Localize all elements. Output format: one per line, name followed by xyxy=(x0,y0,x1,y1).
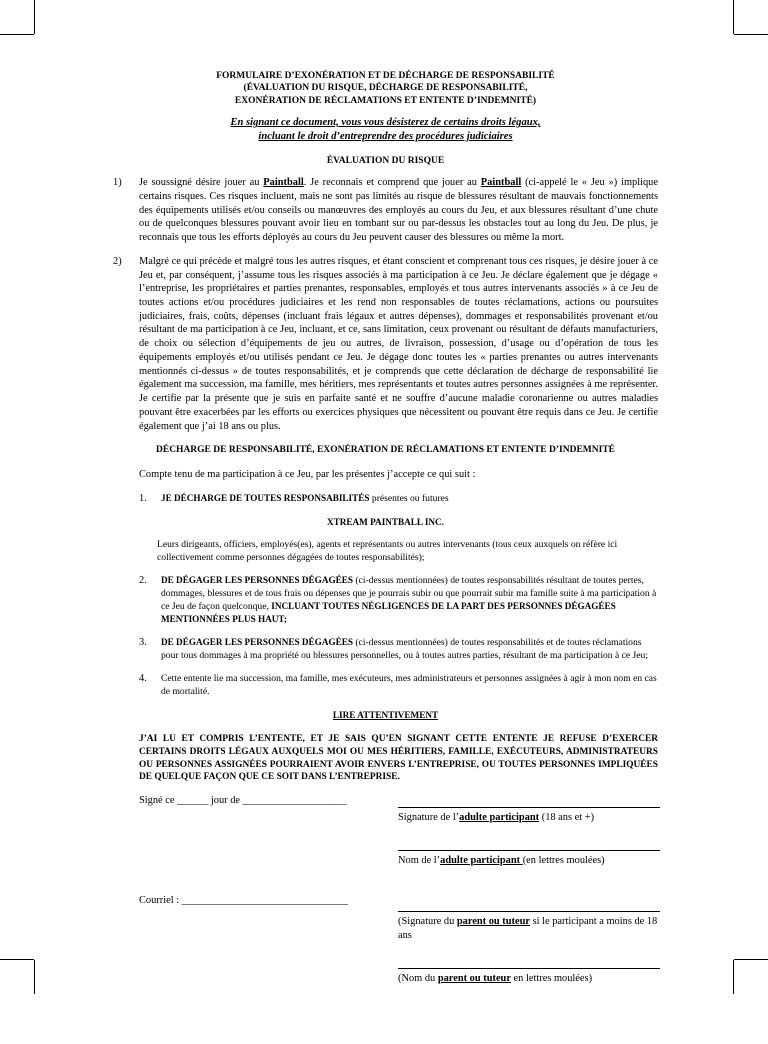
paintball-keyword: Paintball xyxy=(480,177,522,189)
signature-line xyxy=(398,911,660,912)
title-line: FORMULAIRE D’EXONÉRATION ET DE DÉCHARGE DE RESPONSABILITÉ xyxy=(216,71,555,81)
release-item-1 xyxy=(113,492,658,505)
crop-mark xyxy=(34,0,35,34)
section-heading-risk: ÉVALUATION DU RISQUE xyxy=(326,155,445,166)
released-parties-text: Leurs dirigeants, officiers, employés(es), agents et représentants ou autres intervenants (tous ceux auxquels on réfère ici collectivement comme personnes dégagées de toutes responsabilités); xyxy=(157,538,618,563)
field-label: en lettres moulées) xyxy=(510,972,593,984)
item-text: Cette entente lie ma succession, ma famille, mes exécuteurs, mes administrateurs et personnes assignées à agir à mon nom en cas de mortalité. xyxy=(161,673,657,698)
item-number: 1. xyxy=(139,492,147,504)
section-heading-release: DÉCHARGE DE RESPONSABILITÉ, EXONÉRATION DE RÉCLAMATIONS ET ENTENTE D’INDEMNITÉ xyxy=(156,445,615,456)
release-item-4 xyxy=(113,672,658,698)
crop-mark xyxy=(734,959,768,960)
item-text: présentes ou futures xyxy=(369,492,449,504)
field-label-emphasis: adulte participant xyxy=(440,854,523,866)
company-name: XTREAM PAINTBALL INC. xyxy=(327,516,444,527)
adult-signature-field[interactable] xyxy=(398,807,660,825)
paragraph-text: Je soussigné désire jouer au xyxy=(139,177,264,189)
item-number: 4. xyxy=(139,673,147,685)
field-label-emphasis: parent ou tuteur xyxy=(437,972,511,984)
item-number: 3. xyxy=(139,637,147,649)
field-label: (Signature du xyxy=(398,915,457,927)
item-text: (ci-dessus mentionnées) de toutes responsabilités résultant de toutes pertes, dommages, blessures et de tous frais ou dépenses que je pourrais subir ou que pourrait subir ma famille suite à ma participation à ce Jeu de façon quelconque, xyxy=(161,574,657,612)
field-label: (Nom du xyxy=(398,972,438,984)
item-bold-text: DE DÉGAGER LES PERSONNES DÉGAGÉES xyxy=(161,574,353,585)
paragraph-text: Malgré ce qui précède et malgré tous les autres risques, et étant conscient et comprenant tous ces risques, je désire jouer à ce Jeu et, par conséquent, j’assume tous les risques associés à ma participation à ce Jeu. Je déclare également que je dégage « l’entreprise, les propriétaires et parties prenantes, responsables, employés et tous autres intervenants associés » à ce Jeu de toutes actions et/ou procédures judiciaires et les rend non responsables de toutes réclamations, actions ou poursuites judiciaires, frais, coûts, dépenses (incluant frais légaux et autres dépenses), dommages et responsabilités provenant et/ou résultant de ma participation à ce Jeu, incluant, et ce, sans limitation, ceux provenant ou résultant de défauts manufacturiers, de choix ou sélection d’équipements de jeu ou autres, de livraison, possession, d’usage ou d’opération de tous les équipements employés et/ou utilisés pendant ce Jeu. Je dégage donc toutes les « parties prenantes ou autres intervenants mentionnés ci-dessus » de toutes responsabilités, et je comprends que cette déclaration de décharge de responsabilité lie également ma succession, ma famille, mes héritiers, mes représentants et toutes autres personnes assignées à me représenter. Je certifie par la présente que je suis en parfaite santé et ne souffre d’aucune maladie coronarienne ou autres maladies pouvant être exacerbées par les efforts ou exercices physiques que nécessitent ou pouvant être requis dans ce Jeu. Je certifie également que j’ai 18 ans ou plus. xyxy=(139,255,658,432)
acknowledgement-text: J’AI LU ET COMPRIS L’ENTENTE, ET JE SAIS QU’EN SIGNANT CETTE ENTENTE JE REFUSE D’EXERCER CERTAINS DROITS LÉGAUX AUXQUELS MOI OU MES HÉRITIERS, FAMILLE, EXÉCUTEURS, ADMINISTRATEURS OU PERSONNES ASSIGNÉES POURRAIENT AVOIR ENVERS L’ENTREPRISE, OU TOUTES PERSONNES IMPLIQUÉES DE QUELQUE FAÇON QUE CE SOIT DANS L’ENTREPRISE. xyxy=(139,734,658,783)
email-field[interactable]: Courriel : ________________________________ xyxy=(139,894,348,906)
field-label-emphasis: adulte participant xyxy=(459,811,540,823)
field-label: Signature de l’ xyxy=(398,811,460,823)
signature-line xyxy=(398,850,660,851)
paragraph-text: . Je reconnais et comprend que jouer au xyxy=(303,177,481,189)
signature-area xyxy=(113,794,658,1044)
item-bold-text: INCLUANT TOUTES NÉGLIGENCES DE LA PART DES PERSONNES DÉGAGÉES MENTIONNÉES PLUS HAUT; xyxy=(161,600,616,624)
paragraph-number: 2) xyxy=(113,255,122,267)
parent-signature-field[interactable] xyxy=(398,911,660,943)
item-bold-text: JE DÉCHARGE DE TOUTES RESPONSABILITÉS xyxy=(161,492,370,503)
parent-name-field[interactable] xyxy=(398,968,660,986)
title-line: EXONÉRATION DE RÉCLAMATIONS ET ENTENTE D’INDEMNITÉ) xyxy=(234,95,537,106)
document-title xyxy=(113,70,658,107)
signature-line xyxy=(398,807,660,808)
release-item-3 xyxy=(113,636,658,662)
signed-date-field[interactable]: Signé ce ______ jour de ____________________ xyxy=(139,794,347,806)
crop-mark xyxy=(0,34,34,35)
crop-mark xyxy=(34,960,35,994)
adult-name-field[interactable] xyxy=(398,850,660,868)
crop-mark xyxy=(733,0,734,34)
risk-paragraph-2 xyxy=(113,255,658,434)
crop-mark xyxy=(0,959,34,960)
paintball-keyword: Paintball xyxy=(263,177,304,189)
field-label: (en lettres moulées) xyxy=(522,854,605,866)
field-label-emphasis: parent ou tuteur xyxy=(456,915,530,927)
waiver-document xyxy=(113,70,658,1044)
paragraph-number: 1) xyxy=(113,177,122,189)
field-label: Nom de l’ xyxy=(398,854,441,866)
field-label: si le participant a moins de 18 ans xyxy=(398,915,658,941)
title-line: (ÉVALUATION DU RISQUE, DÉCHARGE DE RESPONSABILITÉ, xyxy=(243,83,528,94)
crop-mark xyxy=(734,34,768,35)
warning-line: En signant ce document, vous vous désisterez de certains droits légaux, xyxy=(230,117,541,129)
paragraph-text: (ci-appelé le « Jeu ») implique certains risques. Ces risques incluent, mais ne sont pas limités au risque de blessures résultant de mauvais fonctionnements des équipements utilisés et/ou conseils ou manœuvres des employés au cours du Jeu, et aux blessures résultant d’une chute ou de quelconques blessures pouvant avoir lieu en tombant sur ou par-dessus les obstacles tout au long du Jeu. De plus, je reconnais que tous les efforts déployés au cours du Jeu peuvent causer des blessures ou même la mort. xyxy=(139,177,658,244)
read-carefully-heading: LIRE ATTENTIVEMENT xyxy=(332,710,439,721)
item-bold-text: DE DÉGAGER LES PERSONNES DÉGAGÉES xyxy=(161,637,353,648)
risk-paragraph-1 xyxy=(113,176,658,245)
item-text: (ci-dessus mentionnées) de toutes responsabilités et de toutes réclamations pour tous dommages à ma propriété ou blessures personnelles, ou à toutes autres parties, résultant de ma participation à ce Jeu; xyxy=(161,637,649,662)
release-item-2 xyxy=(113,574,658,626)
signature-line xyxy=(398,968,660,969)
legal-warning xyxy=(113,116,658,144)
field-label: (18 ans et +) xyxy=(539,811,595,823)
item-number: 2. xyxy=(139,574,147,586)
release-intro: Compte tenu de ma participation à ce Jeu, par les présentes j’accepte ce qui suit : xyxy=(139,468,476,480)
warning-line: incluant le droit d’entreprendre des procédures judiciaires xyxy=(258,130,513,142)
crop-mark xyxy=(733,960,734,994)
